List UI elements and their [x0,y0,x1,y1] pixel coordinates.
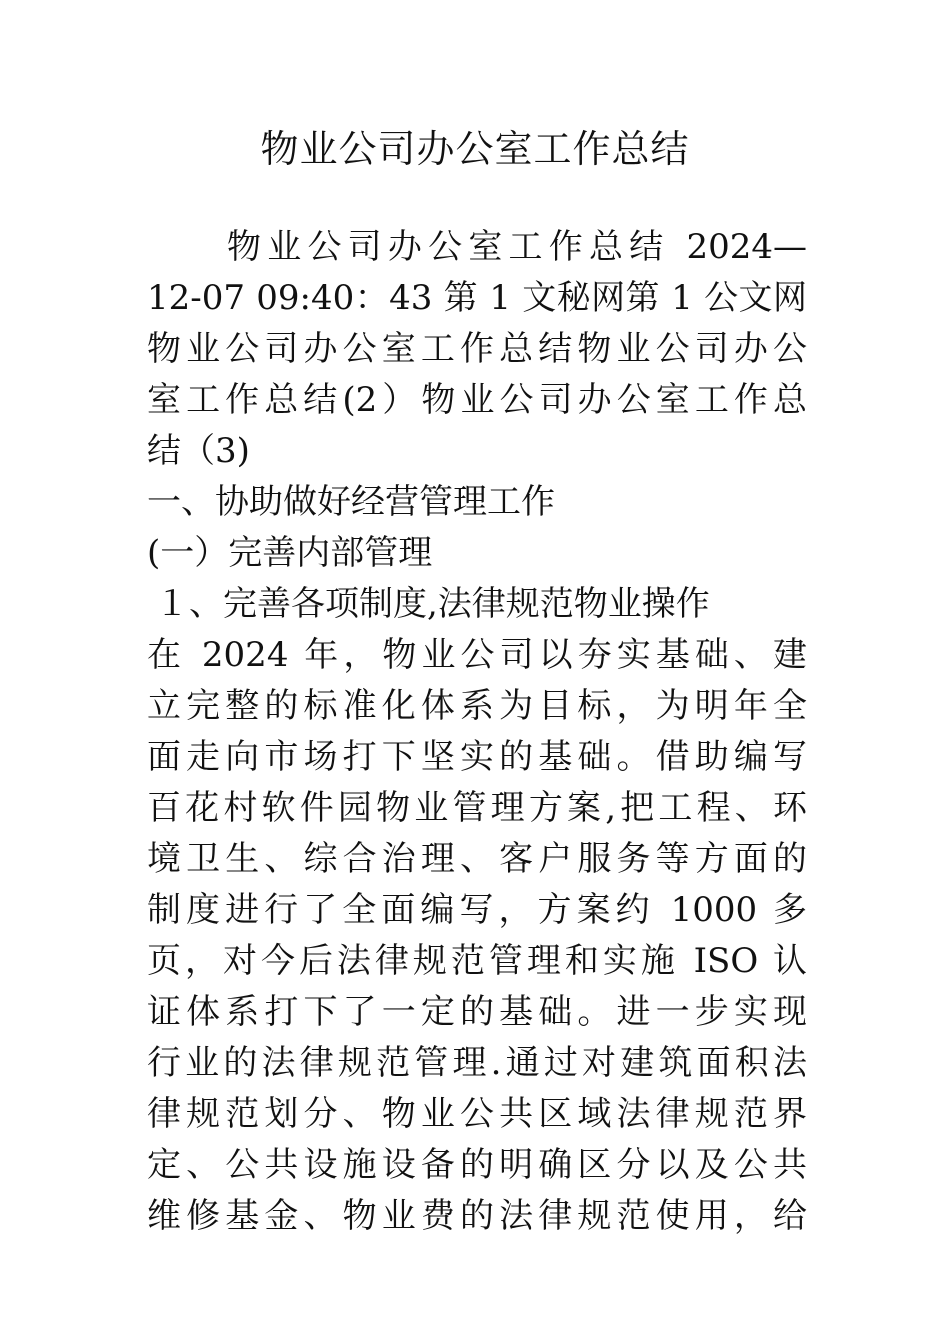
document-body [147,222,807,1242]
section-heading: 一、协助做好经营管理工作 [147,482,555,522]
intro-line: 室工作总结(2）物业公司办公室工作总 [147,380,807,420]
paragraph-line: 定、公共设施设备的明确区分以及公共 [147,1145,807,1185]
paragraph-line: 境卫生、综合治理、客户服务等方面的 [147,839,807,879]
paragraph-line: 行业的法律规范管理.通过对建筑面积法 [147,1043,807,1083]
paragraph-line: 面走向市场打下坚实的基础。借助编写 [147,737,807,777]
paragraph-line: 律规范划分、物业公共区域法律规范界 [147,1094,807,1134]
subsection-heading: (一）完善内部管理 [147,533,433,573]
paragraph-line: 维修基金、物业费的法律规范使用，给 [147,1196,807,1236]
intro-line: 物业公司办公室工作总结 2024— [227,227,807,267]
paragraph-line: 页，对今后法律规范管理和实施 ISO 认 [147,941,807,981]
paragraph-line: 在 2024 年，物业公司以夯实基础、建 [147,635,807,675]
document-title: 物业公司办公室工作总结 [260,127,690,171]
paragraph-line: 百花村软件园物业管理方案,把工程、环 [147,788,807,828]
intro-line: 物业公司办公室工作总结物业公司办公 [147,329,807,369]
intro-line: 12-07 09:40：43 第 1 文秘网第 1 公文网 [147,278,807,318]
intro-line: 结（3) [147,431,250,471]
paragraph-line: 证体系打下了一定的基础。进一步实现 [147,992,807,1032]
paragraph-line: 制度进行了全面编写，方案约 1000 多 [147,890,807,930]
item-heading: １、完善各项制度,法律规范物业操作 [155,584,710,624]
paragraph-line: 立完整的标准化体系为目标，为明年全 [147,686,807,726]
